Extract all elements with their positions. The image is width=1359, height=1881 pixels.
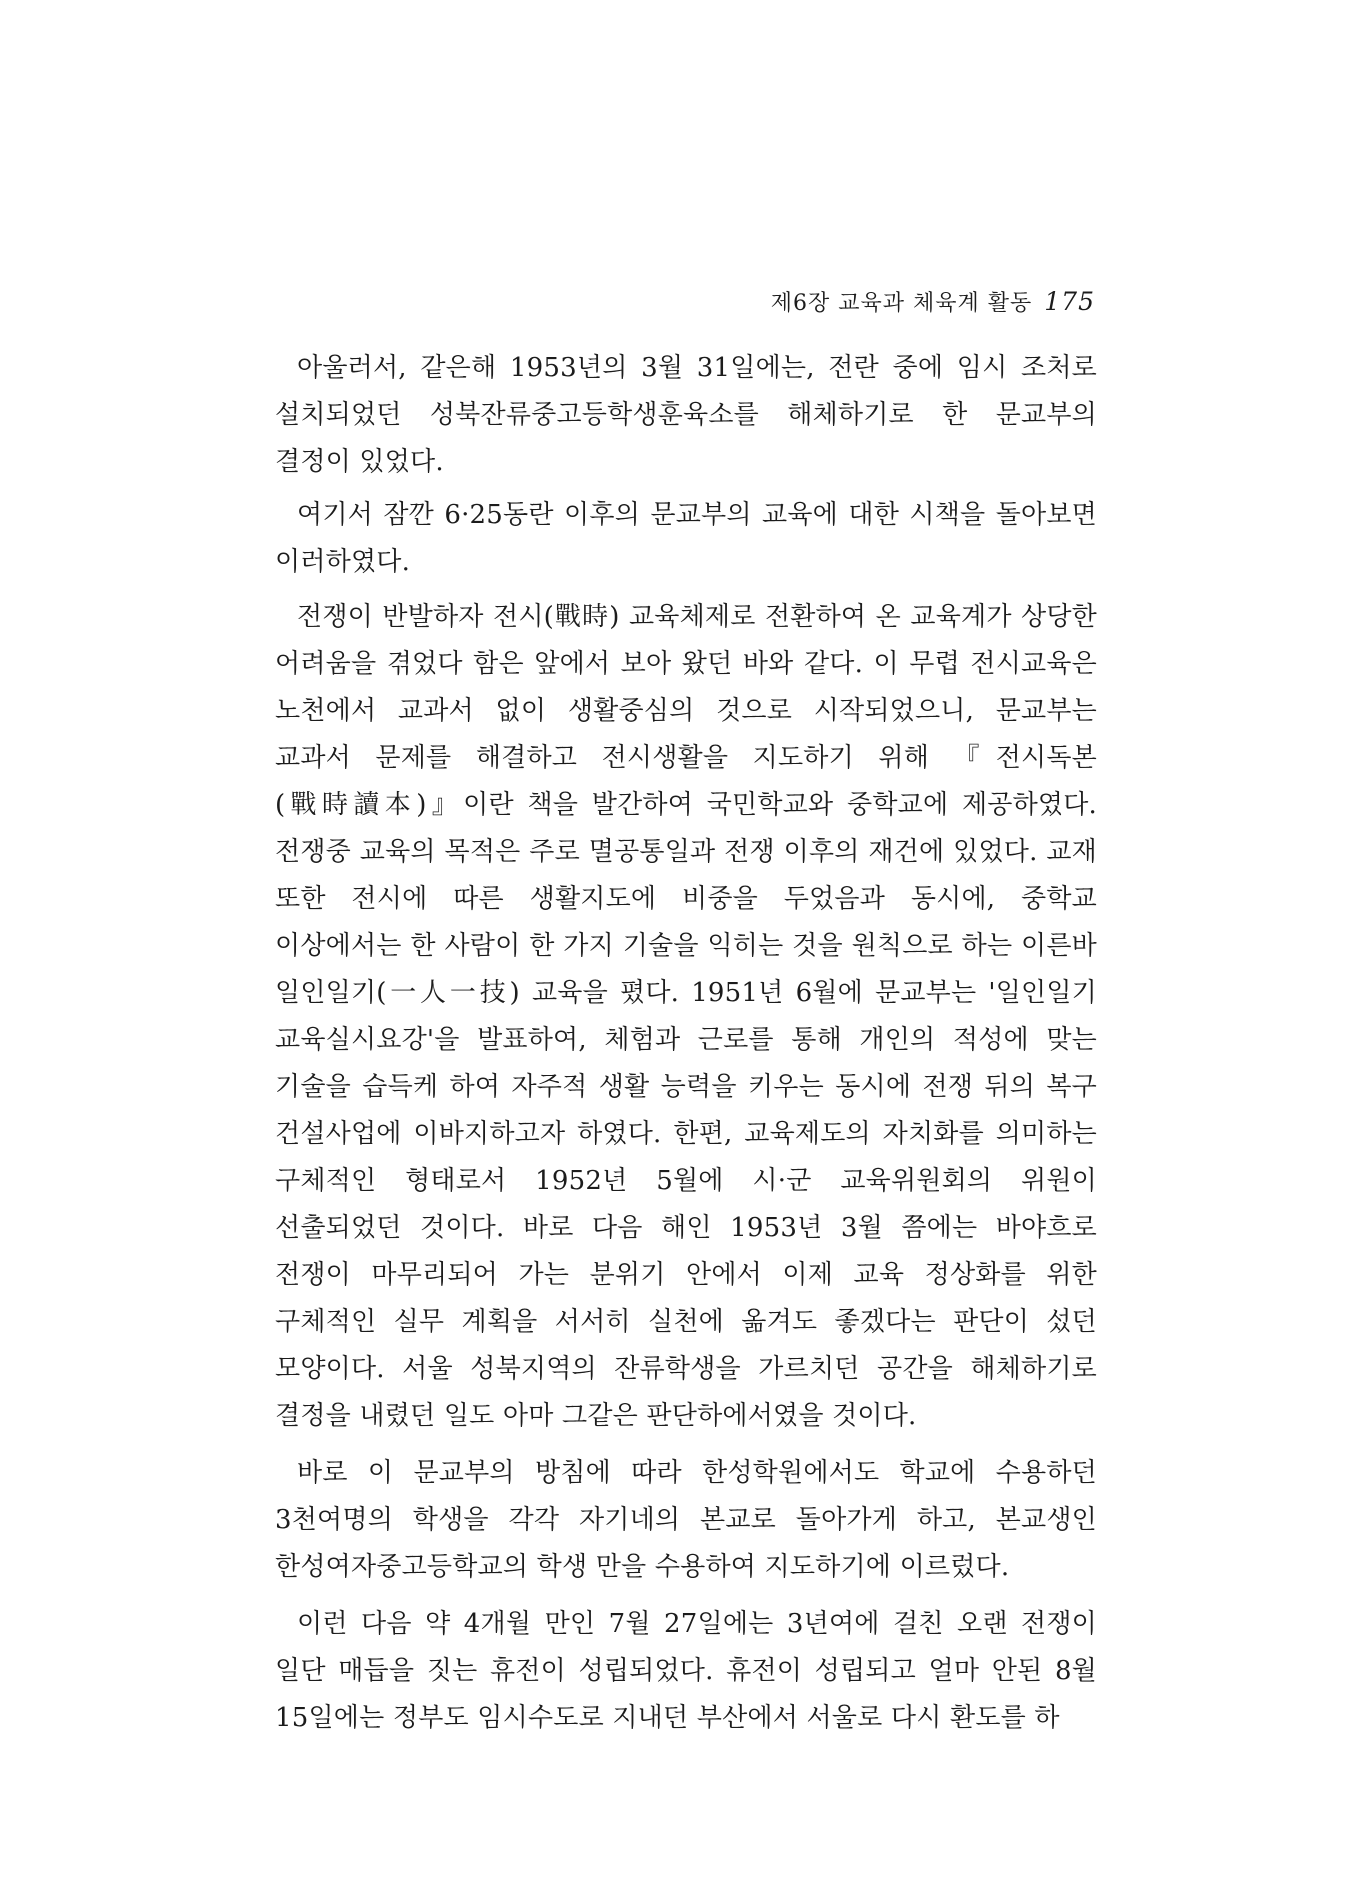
page-number: 175 xyxy=(1044,287,1095,316)
paragraph-4: 바로 이 문교부의 방침에 따라 한성학원에서도 학교에 수용하던 3천여명의 학생을 각각 자기네의 본교로 돌아가게 하고, 본교생인 한성여자중고등학교의 학생 만을 수용하여 지도하기에 이르렀다. xyxy=(275,1458,1097,1582)
paragraph-5: 이런 다음 약 4개월 만인 7월 27일에는 3년여에 걸친 오랜 전쟁이 일단 매듭을 짓는 휴전이 성립되었다. 휴전이 성립되고 얼마 안된 8월 15일에는 정부도 임시수도로 지내던 부산에서 서울로 다시 환도를 하 xyxy=(275,1609,1097,1733)
paragraph-3: 전쟁이 반발하자 전시(戰時) 교육체제로 전환하여 온 교육계가 상당한 어려움을 겪었다 함은 앞에서 보아 왔던 바와 같다. 이 무렵 전시교육은 노천에서 교과서 없이 생활중심의 것으로 시작되었으니, 문교부는 교과서 문제를 해결하고 전시생활을 지도하기 위해 『전시독본(戰時讀本)』이란 책을 발간하여 국민학교와 중학교에 제공하였다. 전쟁중 교육의 목적은 주로 멸공통일과 전쟁 이후의 재건에 있었다. 교재 또한 전시에 따른 생활지도에 비중을 두었음과 동시에, 중학교 이상에서는 한 사람이 한 가지 기술을 익히는 것을 원칙으로 하는 이른바 일인일기(一人一技) 교육을 폈다. 1951년 6월에 문교부는 '일인일기 교육실시요강'을 발표하여, 체험과 근로를 통해 개인의 적성에 맞는 기술을 습득케 하여 자주적 생활 능력을 키우는 동시에 전쟁 뒤의 복구 건설사업에 이바지하고자 하였다. 한편, 교육제도의 자치화를 의미하는 구체적인 형태로서 1952년 5월에 시·군 교육위원회의 위원이 선출되었던 것이다. 바로 다음 해인 1953년 3월 쯤에는 바야흐로 전쟁이 마무리되어 가는 분위기 안에서 이제 교육 정상화를 위한 구체적인 실무 계획을 서서히 실천에 옮겨도 좋겠다는 판단이 섰던 모양이다. 서울 성북지역의 잔류학생을 가르치던 공간을 해체하기로 결정을 내렸던 일도 아마 그같은 판단하에서였을 것이다. xyxy=(275,602,1097,1431)
body-text xyxy=(275,345,1097,1752)
paragraph-2: 여기서 잠깐 6·25동란 이후의 문교부의 교육에 대한 시책을 돌아보면 이러하였다. xyxy=(275,500,1097,577)
paragraph-1: 아울러서, 같은해 1953년의 3월 31일에는, 전란 중에 임시 조처로 설치되었던 성북잔류중고등학생훈육소를 해체하기로 한 문교부의 결정이 있었다. xyxy=(275,353,1097,477)
chapter-title: 제6장 교육과 체육계 활동 xyxy=(770,291,1033,316)
running-header xyxy=(275,287,1095,319)
